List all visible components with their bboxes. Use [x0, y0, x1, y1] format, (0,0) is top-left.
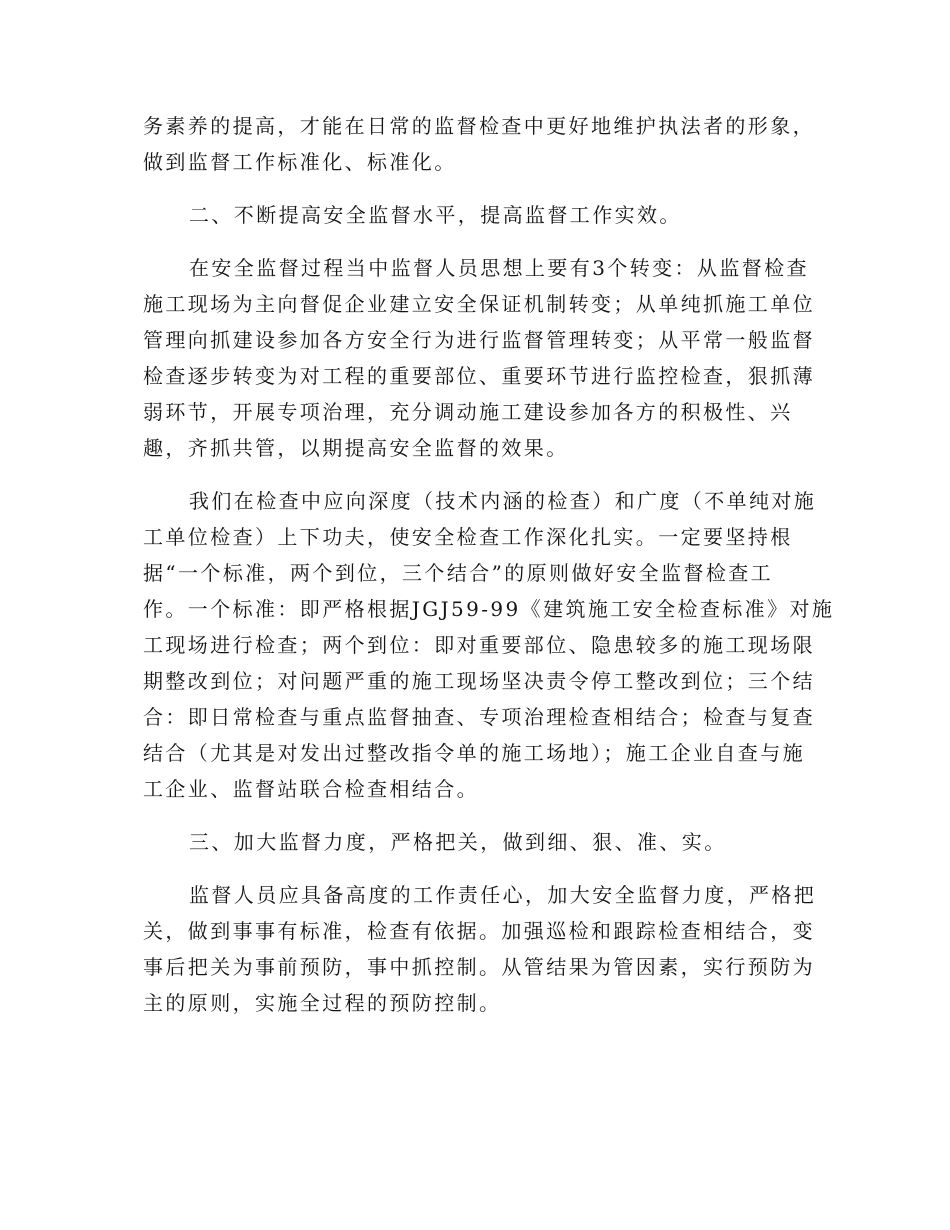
paragraph: [143, 250, 815, 466]
text-line: 监督人员应具备高度的工作责任心，加大安全监督力度，严格把: [189, 883, 817, 907]
text-line: 施工现场为主向督促企业建立安全保证机制转变；从单纯抓施工单位: [143, 292, 815, 316]
paragraph-continuation: [143, 108, 815, 180]
text-line: 做到监督工作标准化、标准化。: [143, 150, 457, 174]
heading-line: 三、加大监督力度，严格把关，做到细、狠、准、实。: [189, 830, 727, 854]
section-heading-3: [143, 824, 808, 860]
text-line: 合：即日常检查与重点监督抽查、专项治理检查相结合；检查与复查: [143, 705, 815, 729]
text-line: 在安全监督过程当中监督人员思想上要有3个转变：从监督检查: [189, 256, 809, 280]
text-line: 工单位检查）上下功夫，使安全检查工作深化扎实。一定要坚持根: [143, 525, 793, 549]
text-line: 关，做到事事有标准，检查有依据。加强巡检和跟踪检查相结合，变: [143, 919, 815, 943]
paragraph: [143, 877, 817, 1021]
text-line: 管理向抓建设参加各方安全行为进行监督管理转变；从平常一般监督: [143, 328, 815, 352]
text-line: 工企业、监督站联合检查相结合。: [143, 777, 479, 801]
text-line: 据“一个标准，两个到位，三个结合”的原则做好安全监督检查工: [143, 561, 774, 585]
text-line: 结合（尤其是对发出过整改指令单的施工场地）；施工企业自查与施: [143, 741, 805, 765]
text-line: 弱环节，开展专项治理，充分调动施工建设参加各方的积极性、兴: [143, 400, 793, 424]
paragraph: [143, 483, 835, 807]
heading-line: 二、不断提高安全监督水平，提高监督工作实效。: [189, 203, 682, 227]
text-line: 事后把关为事前预防，事中抓控制。从管结果为管因素，实行预防为: [143, 955, 815, 979]
text-line: 我们在检查中应向深度（技术内涵的检查）和广度（不单纯对施: [189, 489, 817, 513]
text-line: 工现场进行检查；两个到位：即对重要部位、隐患较多的施工现场限: [143, 633, 815, 657]
section-heading-2: [143, 197, 808, 233]
text-line: 检查逐步转变为对工程的重要部位、重要环节进行监控检查，狠抓薄: [143, 364, 815, 388]
text-line: 主的原则，实施全过程的预防控制。: [143, 991, 502, 1015]
text-line: 期整改到位；对问题严重的施工现场坚决责令停工整改到位；三个结: [143, 669, 815, 693]
text-line: 趣，齐抓共管，以期提高安全监督的效果。: [143, 436, 569, 460]
text-line: 务素养的提高，才能在日常的监督检查中更好地维护执法者的形象，: [143, 114, 815, 138]
text-line: 作。一个标准：即严格根据JGJ59-99《建筑施工安全检查标准》对施: [143, 597, 835, 621]
document-body: [143, 108, 835, 1021]
